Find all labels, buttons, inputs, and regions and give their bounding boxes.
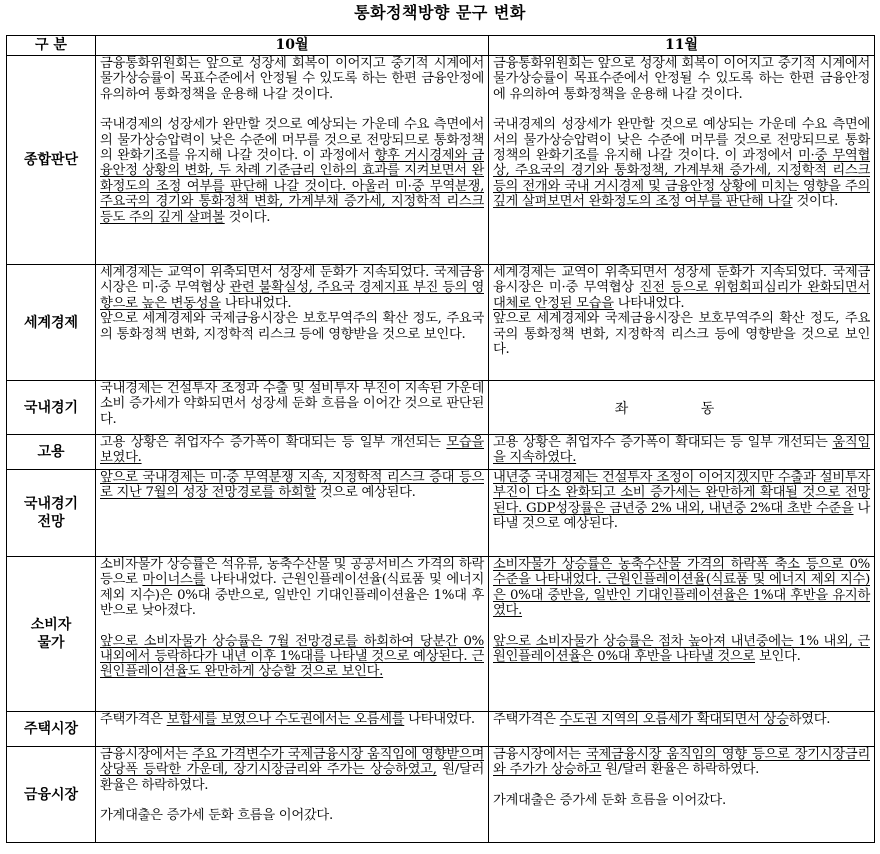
text-segment: 국내경제는 건설투자 조정과 수출 및 설비투자 부진이 지속된 가운데 소비 증가세가 약화되면서 성장세 둔화 흐름을 이어간 것으로 판단된다. [100, 381, 484, 427]
november-cell [489, 56, 875, 265]
changed-text: 향후 거시경제와 금융안정 상황의 변화, 두 차례 기준금리 인하의 효과를 지켜보면서 완화정도의 조정 여부를 판단해 나갈 것이다. 아울러 미·중 무역분쟁, 주요국의 경기와 통화정책 변화, 가계부채 증가세, 지정학적 리스크 등도 주의 깊게 살펴볼 [100, 148, 485, 225]
category-label: 전망 [37, 514, 65, 530]
october-cell [96, 435, 489, 470]
text-segment: 금융시장에서는 [100, 747, 192, 762]
changed-text: 소비자물가 상승률은 농축수산물 가격의 하락폭 축소 등으로 0% 수준을 나타내었다. 근원인플레이션율(식료품 및 에너지 제외 지수)은 0%대 중반을, 일반인 기대인플레이션율은 1%대 후반을 유지하였다. [493, 557, 870, 619]
text-segment: 하였다. [788, 712, 831, 727]
paragraph-gap [100, 793, 484, 808]
changed-text: 미·중 무역협상, 주요국의 경기와 통화정책, 가계부채 증가세, 지정학적 리스크 등의 전개와 국내 거시경제 및 금융안정 상황에 미치는 영향을 주의깊게 살펴보면서 완화정도의 조정 여부를 판단해 나갈 [493, 148, 871, 210]
changed-text: 마이너스를 [142, 572, 206, 588]
cell-paragraph [100, 435, 484, 466]
changed-text: 진전 등으로 위험회피심리가 완화되면서 대체로 안정된 모습을 [493, 280, 871, 311]
paragraph-gap [100, 619, 484, 634]
october-cell [96, 747, 489, 843]
cell-paragraph [100, 634, 484, 680]
header-november: 11월 [489, 36, 875, 56]
table-row [7, 747, 875, 843]
october-cell [96, 265, 489, 381]
row-category [7, 56, 96, 265]
cell-paragraph [100, 265, 484, 311]
text-segment: 가계대출은 증가세 둔화 흐름을 이어갔다. [100, 808, 333, 824]
row-category [7, 470, 96, 557]
text-segment: 주택가격은 [100, 712, 167, 727]
changed-text: 앞으로 소비자물가 상승률은 점차 높아져 내년중에는 1% 내외, 근원인플레이션율은 0%대 후반을 나타낼 것으로 [493, 633, 870, 665]
paragraph-gap [493, 102, 870, 117]
cell-paragraph [100, 381, 484, 427]
cell-paragraph [493, 793, 870, 808]
category-label: 소비자 [30, 617, 72, 633]
november-cell [489, 470, 875, 557]
comparison-table [6, 35, 875, 843]
november-cell-same: 좌 동 [489, 381, 875, 435]
row-category [7, 381, 96, 435]
text-segment: 나타낼 것으로 예상된다. [493, 500, 870, 532]
changed-text: 보합세를 보였으나 수도권에서는 오름세를 [166, 712, 405, 727]
text-segment: 금융시장에서는 [493, 747, 586, 762]
table-row [7, 470, 875, 557]
october-cell [96, 56, 489, 265]
category-label: 물가 [37, 635, 65, 651]
november-cell [489, 435, 875, 470]
paragraph-gap [493, 778, 870, 793]
category-label: 고용 [37, 444, 65, 460]
cell-paragraph [493, 634, 870, 665]
cell-paragraph [100, 808, 484, 823]
category-label: 금융시장 [23, 786, 79, 803]
cell-paragraph [493, 265, 870, 311]
text-segment: 것이다. [792, 194, 839, 210]
cell-paragraph [493, 470, 870, 532]
row-category [7, 557, 96, 712]
category-label: 종합판단 [23, 152, 79, 168]
text-segment: 금융통화위원회는 앞으로 성장세 회복이 이어지고 중기적 시계에서 물가상승률이 목표수준에서 안정될 수 있도록 하는 한편 금융안정에 유의하여 통화정책을 운용해 나갈 것이다. [100, 56, 484, 102]
table-row [7, 435, 875, 470]
text-segment: 고용 상황은 취업자수 증가폭이 확대되는 등 일부 개선되는 [493, 435, 833, 450]
changed-text: 움직임을 지속하였다. [493, 435, 870, 466]
cell-paragraph [493, 435, 870, 466]
category-label: 국내경기 [23, 496, 79, 512]
category-label: 세계경제 [23, 314, 79, 331]
category-label: 주택시장 [23, 721, 79, 737]
cell-paragraph [100, 747, 484, 793]
october-cell [96, 712, 489, 747]
row-category [7, 747, 96, 843]
cell-paragraph [100, 311, 484, 342]
text-segment: 고용 상황은 취업자수 증가폭이 확대되는 등 일부 개선되는 [100, 435, 447, 450]
table-row [7, 56, 875, 265]
table-row [7, 265, 875, 381]
changed-text: 관련 불확실성, 주요국 경제지표 부진 등의 영향으로 높은 변동성을 [100, 280, 484, 311]
text-segment: 원/달러 환율은 하락하였다. [601, 762, 760, 778]
text-segment: 나타내었다. [220, 295, 292, 311]
text-segment: 것이다. [224, 209, 271, 225]
cell-paragraph [493, 557, 870, 619]
document-title: 통화정책방향 문구 변화 [354, 3, 526, 22]
text-segment: 앞으로 세계경제와 국제금융시장은 보호무역주의 확산 정도, 주요국의 통화정책 변화, 지정학적 리스크 등에 영향받을 것으로 보인다. [100, 311, 484, 342]
row-category [7, 265, 96, 381]
row-category [7, 712, 96, 747]
text-segment: 국내경제의 성장세가 완만할 것으로 예상되는 가운데 수요 측면에서의 물가상승압력이 낮은 수준에 머무를 것으로 전망되므로 통화정책의 완화기조를 유지해 나갈 것이다. 이 과정에서 [100, 117, 484, 164]
table-header-row [7, 36, 875, 56]
cell-paragraph [100, 56, 484, 102]
cell-paragraph [100, 557, 484, 619]
changed-text: 수도권 지역의 오름세가 확대되면서 상승 [559, 712, 789, 727]
text-segment: 것으로 예상된다. [315, 485, 416, 501]
november-cell [489, 265, 875, 381]
text-segment: 세계경제는 교역이 위축되면서 성장세 둔화가 지속되었다. 국제금융시장은 미·중 무역협상 [100, 265, 484, 296]
cell-paragraph [493, 747, 870, 778]
text-segment: 나타내었다. [404, 712, 475, 727]
category-label: 국내경기 [23, 399, 79, 416]
table-body [7, 56, 875, 843]
cell-paragraph [100, 712, 484, 727]
text-segment: 금융통화위원회는 앞으로 성장세 회복이 이어지고 중기적 시계에서 물가상승률이 목표수준에서 안정될 수 있도록 하는 한편 금융안정에 유의하여 통화정책을 운용해 나갈 것이다. [493, 56, 870, 102]
table-row [7, 381, 875, 435]
paragraph-gap [493, 619, 870, 634]
changed-text: 모습을 보였다. [100, 435, 484, 466]
header-category: 구 분 [7, 36, 96, 56]
text-segment: 원/달러 환율은 하락하였다. [100, 762, 484, 793]
text-segment: 소비자물가 상승률은 석유류, 농축수산물 및 공공서비스 가격의 하락 등으로 [100, 557, 484, 588]
cell-paragraph [493, 117, 870, 209]
october-cell [96, 470, 489, 557]
header-october: 10월 [96, 36, 489, 56]
october-cell [96, 557, 489, 712]
table-row [7, 557, 875, 712]
cell-paragraph [100, 470, 484, 501]
text-segment: 보인다. [755, 649, 801, 665]
text-segment: 나타내었다. [613, 295, 685, 311]
cell-paragraph [493, 712, 870, 727]
changed-text: 앞으로 국내경제는 미·중 무역분쟁 지속, 지정학적 리스크 증대 등으로 지난 7월의 성장 전망경로를 하회할 [100, 470, 484, 501]
table-row [7, 712, 875, 747]
november-cell [489, 557, 875, 712]
text-segment: 나타내었다. 근원인플레이션율(식료품 및 에너지 제외 지수)은 0%대 중반으로, 일반인 기대인플레이션율은 1%대 후반으로 낮아졌다. [100, 572, 484, 619]
text-segment: 국내경제의 성장세가 완만할 것으로 예상되는 가운데 수요 측면에서의 물가상승압력이 낮은 수준에 머무를 것으로 전망되므로 통화정책의 완화기조를 유지해 나갈 것이다. 이 과정에서 [493, 117, 870, 164]
cell-paragraph [493, 311, 870, 357]
changed-text: 앞으로 소비자물가 상승률은 7월 전망경로를 하회하여 당분간 0% 내외에서 등락하다가 내년 이후 1%대를 나타낼 것으로 예상된다. 근원인플레이션율도 완만하게 상승할 것으로 보인다. [100, 633, 484, 680]
text-segment: 가계대출은 증가세 둔화 흐름을 이어갔다. [493, 792, 726, 808]
text-segment: 세계경제는 교역이 위축되면서 성장세 둔화가 지속되었다. 국제금융시장은 미·중 무역협상 [493, 265, 870, 296]
changed-text: 국제금융시장 움직임의 영향 등으로 장기시장금리와 주가가 상승하고 [493, 747, 870, 778]
paragraph-gap [100, 102, 484, 117]
text-segment: 주택가격은 [493, 712, 560, 727]
changed-text: 내년중 국내경제는 건설투자 조정이 이어지겠지만 수출과 설비투자 부진이 다소 완화되고 소비 증가세는 완만하게 확대될 것으로 전망된다. GDP성장률은 금년중 2% 내외, 내년중 2%대 초반 수준을 [493, 470, 870, 516]
changed-text: 주요 가격변수가 국제금융시장 움직임에 영향받으며 상당폭 등락한 가운데, 장기시장금리와 주가는 상승하였고, [100, 747, 484, 778]
october-cell [96, 381, 489, 435]
text-segment: 앞으로 세계경제와 국제금융시장은 보호무역주의 확산 정도, 주요국의 통화정책 변화, 지정학적 리스크 등에 영향받을 것으로 보인다. [493, 311, 870, 358]
row-category [7, 435, 96, 470]
cell-paragraph [493, 56, 870, 102]
cell-paragraph [100, 117, 484, 225]
november-cell [489, 747, 875, 843]
november-cell [489, 712, 875, 747]
